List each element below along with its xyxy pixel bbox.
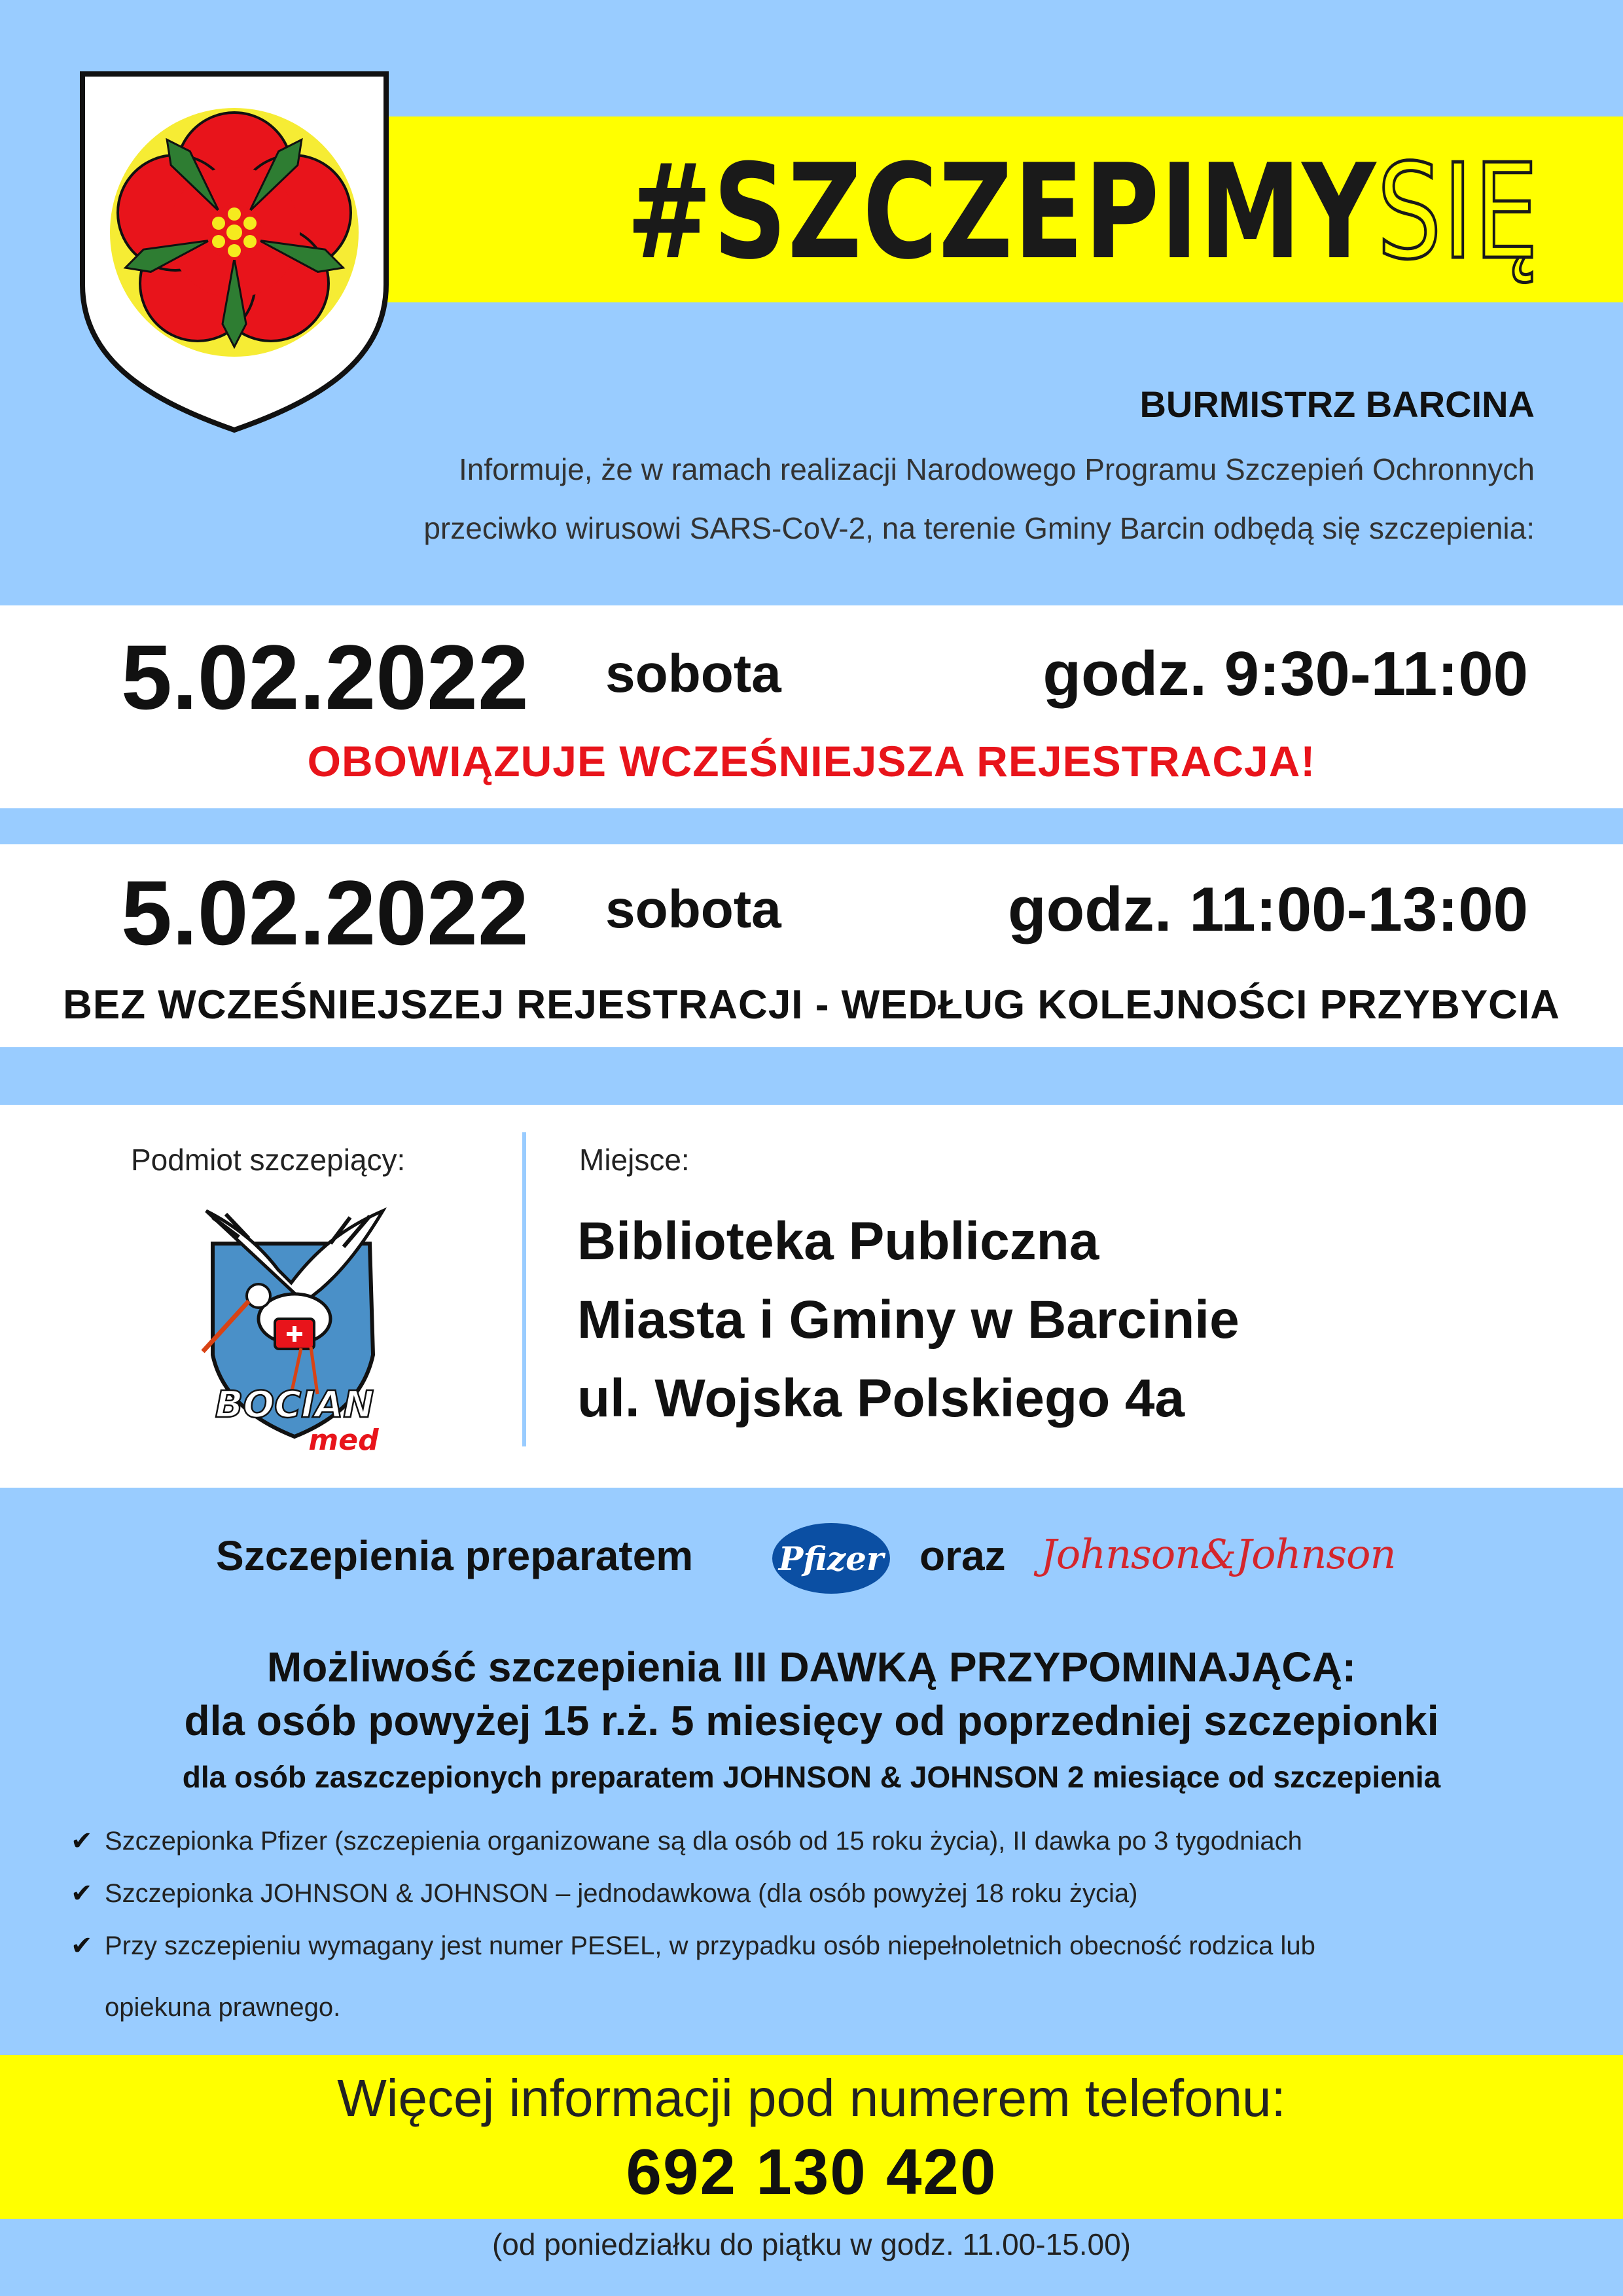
vaccines-and: oraz [919, 1532, 1006, 1579]
session-2-day: sobota [605, 880, 781, 939]
session-2-note: BEZ WCZEŚNIEJSZEJ REJESTRACJI - WEDŁUG KOLEJNOŚCI PRZYBYCIA [63, 982, 1560, 1028]
pfizer-logo-text: Pfizer [778, 1539, 884, 1578]
address-line-1: Biblioteka Publiczna [577, 1211, 1099, 1271]
session-1-day: sobota [605, 644, 781, 704]
session-2-hours: godz. 11:00-13:00 [1008, 874, 1528, 944]
hashtag-solid: #SZCZEPIMY [626, 136, 1377, 289]
list-item: ✔ Szczepionka Pfizer (szczepienia organizowane są dla osób od 15 roku życia), II dawka po 3 tygodniach [71, 1827, 1302, 1856]
session-2-date: 5.02.2022 [121, 861, 529, 964]
intro-line-2: przeciwko wirusowi SARS-CoV-2, na terenie Gminy Barcin odbędą się szczepienia: [423, 511, 1535, 545]
session-1-note: OBOWIĄZUJE WCZEŚNIEJSZA REJESTRACJA! [307, 737, 1316, 785]
place-label: Miejsce: [579, 1143, 690, 1177]
office-hours: (od poniedziałku do piątku w godz. 11.00-15.00) [491, 2227, 1132, 2261]
list-item: ✔ Przy szczepieniu wymagany jest numer PESEL, w przypadku osób niepełnoletnich obecność rodzica lub [71, 1931, 1315, 1960]
phone-number[interactable]: 692 130 420 [626, 2136, 997, 2208]
bocian-logo-text: BOCIAN [215, 1384, 374, 1426]
pfizer-logo-icon [771, 1522, 892, 1595]
booster-line-2: dla osób zaszczepionych preparatem JOHNSON & JOHNSON 2 miesiące od szczepienia [182, 1760, 1441, 1794]
bocian-logo-subtext: med [308, 1424, 379, 1457]
check-icon: ✔ [71, 1931, 93, 1960]
vaccines-prefix: Szczepienia preparatem [216, 1532, 694, 1579]
mayor-title: BURMISTRZ BARCINA [1139, 384, 1535, 425]
coat-of-arms-icon [77, 69, 391, 435]
session-1-date: 5.02.2022 [121, 626, 529, 728]
vaccinator-label: Podmiot szczepiący: [131, 1143, 406, 1177]
hashtag-title [626, 136, 1539, 289]
check-icon: ✔ [71, 1879, 93, 1908]
list-item: ✔ Szczepionka JOHNSON & JOHNSON – jednodawkowa (dla osób powyżej 18 roku życia) [71, 1879, 1138, 1908]
check-icon: ✔ [71, 1827, 93, 1856]
list-item-continuation: opiekuna prawnego. [105, 1993, 341, 2022]
intro-line-1: Informuje, że w ramach realizacji Narodowego Programu Szczepień Ochronnych [459, 452, 1535, 486]
hashtag-outline: SIĘ [1376, 136, 1539, 289]
booster-title: Możliwość szczepienia III DAWKĄ PRZYPOMINAJĄCĄ: [266, 1643, 1357, 1691]
bocian-med-logo-icon [187, 1198, 402, 1460]
session-1-hours: godz. 9:30-11:00 [1043, 639, 1528, 709]
venue-divider [522, 1132, 526, 1446]
footer-info: Więcej informacji pod numerem telefonu: [337, 2069, 1286, 2127]
address-line-3: ul. Wojska Polskiego 4a [577, 1369, 1185, 1428]
booster-line-1: dla osób powyżej 15 r.ż. 5 miesięcy od poprzedniej szczepionki [184, 1697, 1439, 1744]
johnson-johnson-logo: Johnson&Johnson [1041, 1530, 1396, 1578]
address-line-2: Miasta i Gminy w Barcinie [577, 1290, 1240, 1350]
